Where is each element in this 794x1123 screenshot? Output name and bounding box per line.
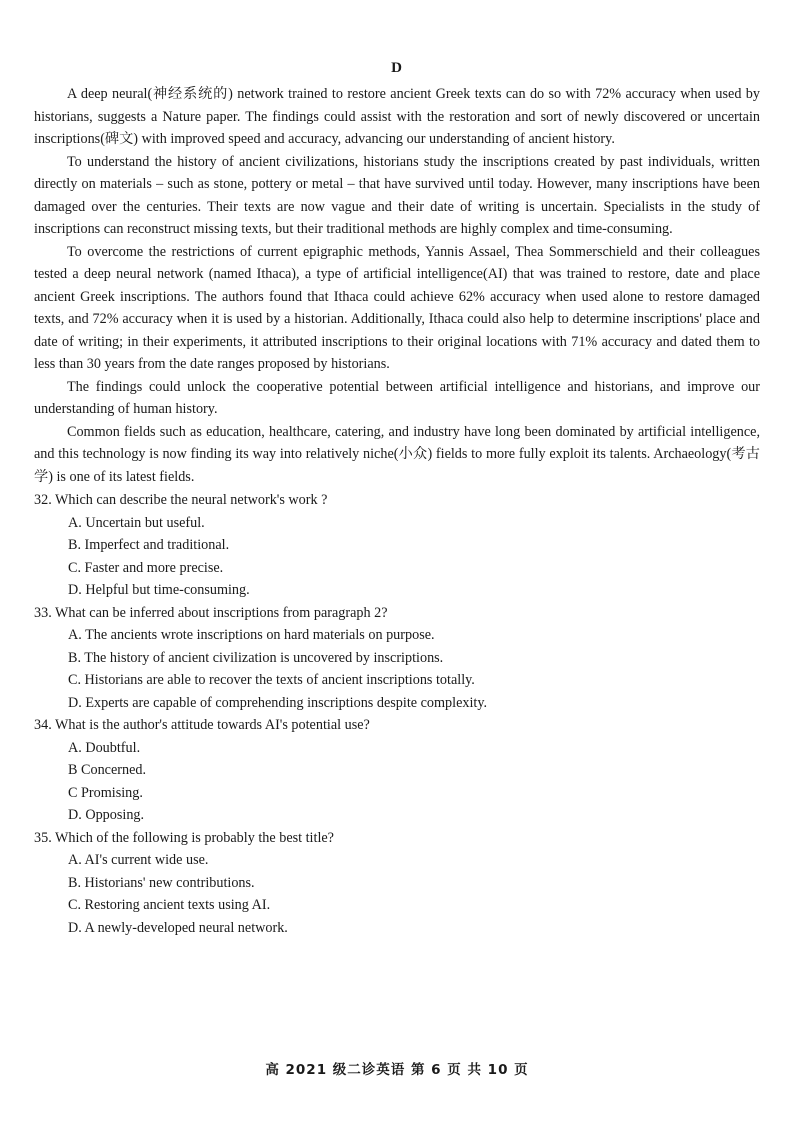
- question-list: [34, 489, 760, 939]
- option-d: D. Opposing.: [68, 807, 145, 823]
- option-c: C. Restoring ancient texts using AI.: [68, 897, 271, 913]
- option-a: A. Doubtful.: [68, 739, 141, 756]
- question-stem: 32. Which can describe the neural network's work ?: [34, 492, 328, 508]
- option-list: [34, 737, 760, 827]
- option-b: B Concerned.: [68, 762, 147, 778]
- section-heading: D: [391, 60, 403, 76]
- option-c: C. Historians are able to recover the texts of ancient inscriptions totally.: [68, 672, 475, 688]
- paragraph-5: Common fields such as education, healthcare, catering, and industry have long been dominated by artificial intelligence, and this technology is now finding its way into relatively niche(小众) fields to more fully exploit its talents. Archaeology(考古学) is one of its latest fields.: [34, 423, 760, 485]
- paragraph-3: To overcome the restrictions of current epigraphic methods, Yannis Assael, Thea Sommerschield and their colleagues tested a deep neural network (named Ithaca), a type of artificial intelligence(AI) that was trained to restore, date and place ancient Greek inscriptions. The authors found that Ithaca could achieve 62% accuracy when used alone to restore damaged texts, and 72% accuracy when it is used by a historian. Additionally, Ithaca could also help to determine inscriptions' place and date of writing; in their experiments, it attributed inscriptions to their original locations with 71% accuracy and dated them to less than 30 years from the date ranges proposed by historians.: [34, 243, 760, 372]
- option-list: [34, 849, 760, 939]
- question-34: [34, 714, 760, 827]
- option-c: C. Faster and more precise.: [68, 559, 224, 576]
- option-b: B. The history of ancient civilization is uncovered by inscriptions.: [68, 649, 444, 666]
- option-d: D. Helpful but time-consuming.: [68, 582, 250, 598]
- paragraph-1: A deep neural(神经系统的) network trained to restore ancient Greek texts can do so with 72% accuracy when used by historians, suggests a Nature paper. The findings could assist with the restoration and sort of newly discovered or uncertain inscriptions(碑文) with improved speed and accuracy, advancing our understanding of ancient history.: [34, 86, 760, 147]
- option-d: D. Experts are capable of comprehending inscriptions despite complexity.: [68, 694, 488, 711]
- option-b: B. Historians' new contributions.: [68, 874, 255, 891]
- question-32: [34, 489, 760, 602]
- question-35: [34, 827, 760, 940]
- option-list: [34, 512, 760, 602]
- option-list: [34, 624, 760, 714]
- option-b: B. Imperfect and traditional.: [68, 537, 230, 553]
- option-c: C Promising.: [68, 784, 143, 801]
- question-stem: 33. What can be inferred about inscriptions from paragraph 2?: [34, 604, 388, 621]
- option-a: A. Uncertain but useful.: [68, 514, 205, 531]
- option-a: A. AI's current wide use.: [68, 852, 209, 868]
- paragraph-4: The findings could unlock the cooperative potential between artificial intelligence and historians, and improve our understanding of human history.: [34, 378, 760, 417]
- question-stem: 34. What is the author's attitude towards AI's potential use?: [34, 717, 370, 733]
- question-stem: 35. Which of the following is probably the best title?: [34, 829, 334, 846]
- passage: [34, 83, 760, 488]
- question-33: [34, 602, 760, 715]
- paragraph-2: To understand the history of ancient civilizations, historians study the inscriptions created by past individuals, written directly on materials – such as stone, pottery or metal – that have survived until today. However, many inscriptions have been damaged over the centuries. Their texts are now vague and their date of writing is uncertain. Specialists in the study of inscriptions can reconstruct missing texts, but their traditional methods are highly complex and time-consuming.: [34, 153, 760, 237]
- page-footer: 高 2021 级二诊英语 第 6 页 共 10 页: [265, 1062, 529, 1078]
- option-a: A. The ancients wrote inscriptions on hard materials on purpose.: [68, 627, 435, 643]
- document-page: [34, 60, 760, 939]
- option-d: D. A newly-developed neural network.: [68, 919, 288, 936]
